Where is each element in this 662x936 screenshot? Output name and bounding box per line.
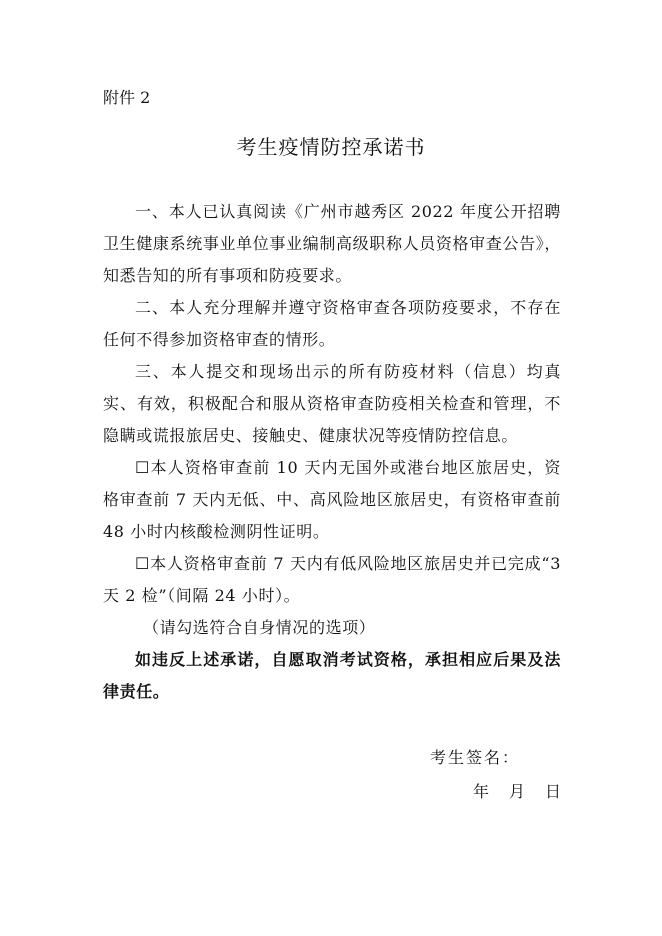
document-body [103,196,561,708]
date-month: 月 [509,782,526,801]
date-line [473,782,561,802]
attachment-label: 附件 2 [103,88,151,107]
signature-label: 考生签名： [430,748,521,767]
checkbox-option-1: ☐本人资格审查前 10 天内无国外或港台地区旅居史，资格审查前 7 天内无低、中、高风险地区旅居史，有资格审查前 48 小时内核酸检测阴性证明。 [103,458,561,541]
document-title: 考生疫情防控承诺书 [236,135,426,159]
commitment-paragraph-2: 二、本人充分理解并遵守资格审查各项防疫要求，不存在任何不得参加资格审查的情形。 [103,298,561,349]
checkbox-option-2: ☐本人资格审查前 7 天内有低风险地区旅居史并已完成“3 天 2 检”（间隔 24 小时）。 [103,554,561,605]
warning-statement: 如违反上述承诺，自愿取消考试资格，承担相应后果及法律责任。 [103,650,561,701]
commitment-paragraph-3: 三、本人提交和现场出示的所有防疫材料（信息）均真实、有效，积极配合和服从资格审查防疫相关检查和管理，不隐瞒或谎报旅居史、接触史、健康状况等疫情防控信息。 [103,362,561,445]
selection-note: （请勾选符合自身情况的选项） [143,618,376,637]
date-year: 年 [473,782,490,801]
commitment-paragraph-1: 一、本人已认真阅读《广州市越秀区 2022 年度公开招聘卫生健康系统事业单位事业编制高级职称人员资格审查公告》，知悉告知的所有事项和防疫要求。 [103,202,561,285]
date-day: 日 [545,782,562,801]
